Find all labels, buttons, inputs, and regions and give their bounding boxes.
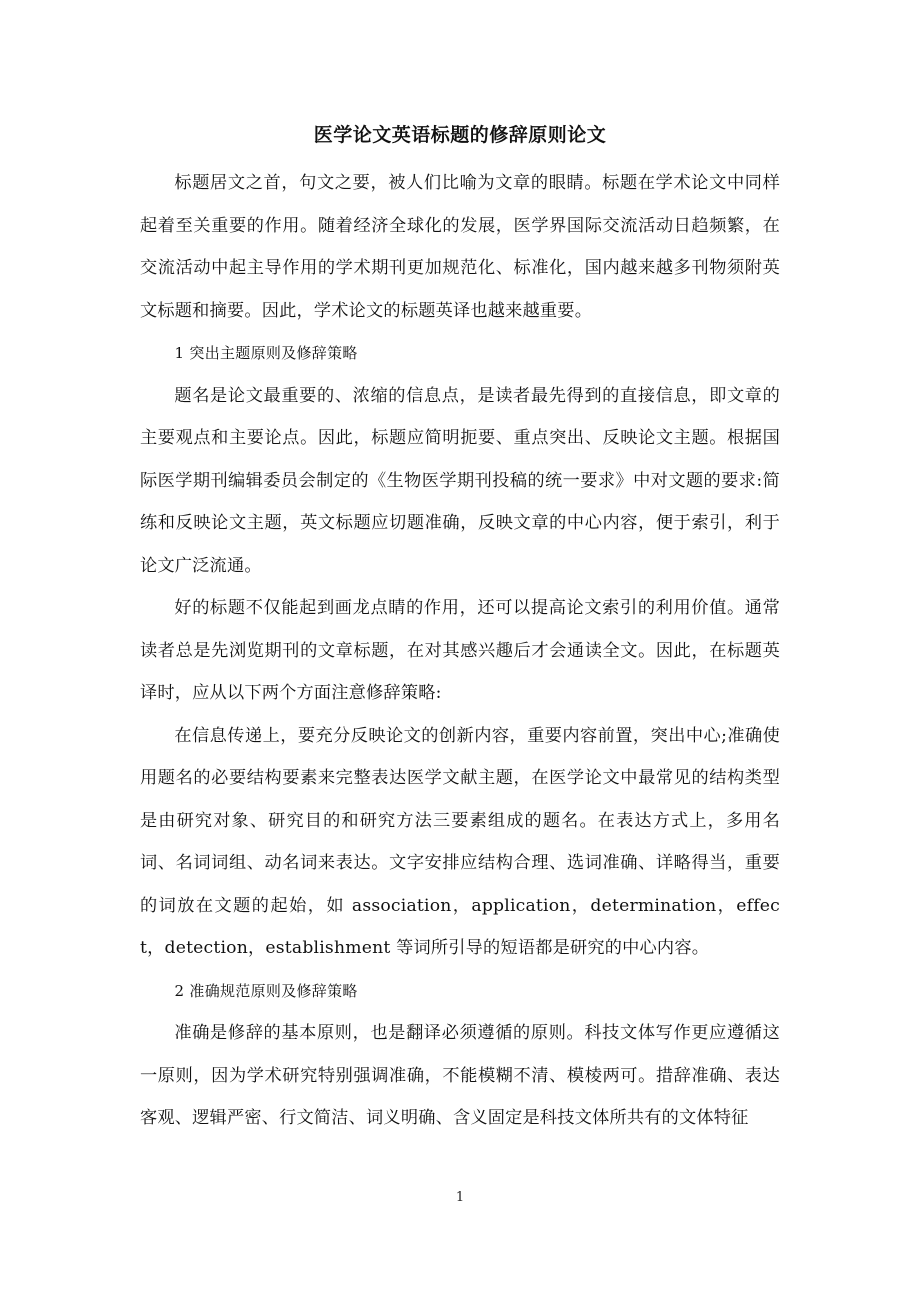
- paragraph-section1-c: 在信息传递上，要充分反映论文的创新内容，重要内容前置，突出中心;准确使用题名的必要结构要素来完整表达医学文献主题，在医学论文中最常见的结构类型是由研究对象、研究目的和研究方法三要素组成的题名。在表达方式上，多用名词、名词词组、动名词来表达。文字安排应结构合理、选词准确、详略得当，重要的词放在文题的起始，如 association，application，determination，effect，detection，establishment 等词所引导的短语都是研究的中心内容。: [140, 725, 780, 958]
- paragraph-section2-a: 准确是修辞的基本原则，也是翻译必须遵循的原则。科技文体写作更应遵循这一原则，因为学术研究特别强调准确，不能模糊不清、模棱两可。措辞准确、表达客观、逻辑严密、行文简洁、词义明确、含义固定是科技文体所共有的文体特征: [140, 1023, 780, 1128]
- section-heading-2: 2 准确规范原则及修辞策略: [174, 981, 358, 1000]
- section-heading-1: 1 突出主题原则及修辞策略: [174, 344, 358, 362]
- page-number: 1: [455, 1190, 465, 1205]
- paragraph-section1-b: 好的标题不仅能起到画龙点睛的作用，还可以提高论文索引的利用价值。通常读者总是先浏览期刊的文章标题，在对其感兴趣后才会通读全文。因此，在标题英译时，应从以下两个方面注意修辞策略:: [140, 598, 780, 703]
- paragraph-intro: 标题居文之首，句文之要，被人们比喻为文章的眼睛。标题在学术论文中同样起着至关重要的作用。随着经济全球化的发展，医学界国际交流活动日趋频繁，在交流活动中起主导作用的学术期刊更加规范化、标准化，国内越来越多刊物须附英文标题和摘要。因此，学术论文的标题英译也越来越重要。: [140, 173, 780, 321]
- paragraph-section1-a: 题名是论文最重要的、浓缩的信息点，是读者最先得到的直接信息，即文章的主要观点和主要论点。因此，标题应简明扼要、重点突出、反映论文主题。根据国际医学期刊编辑委员会制定的《生物医学期刊投稿的统一要求》中对文题的要求:简练和反映论文主题，英文标题应切题准确，反映文章的中心内容，便于索引，利于论文广泛流通。: [140, 385, 780, 576]
- document-body: [140, 118, 780, 1140]
- document-title: 医学论文英语标题的修辞原则论文: [313, 124, 607, 146]
